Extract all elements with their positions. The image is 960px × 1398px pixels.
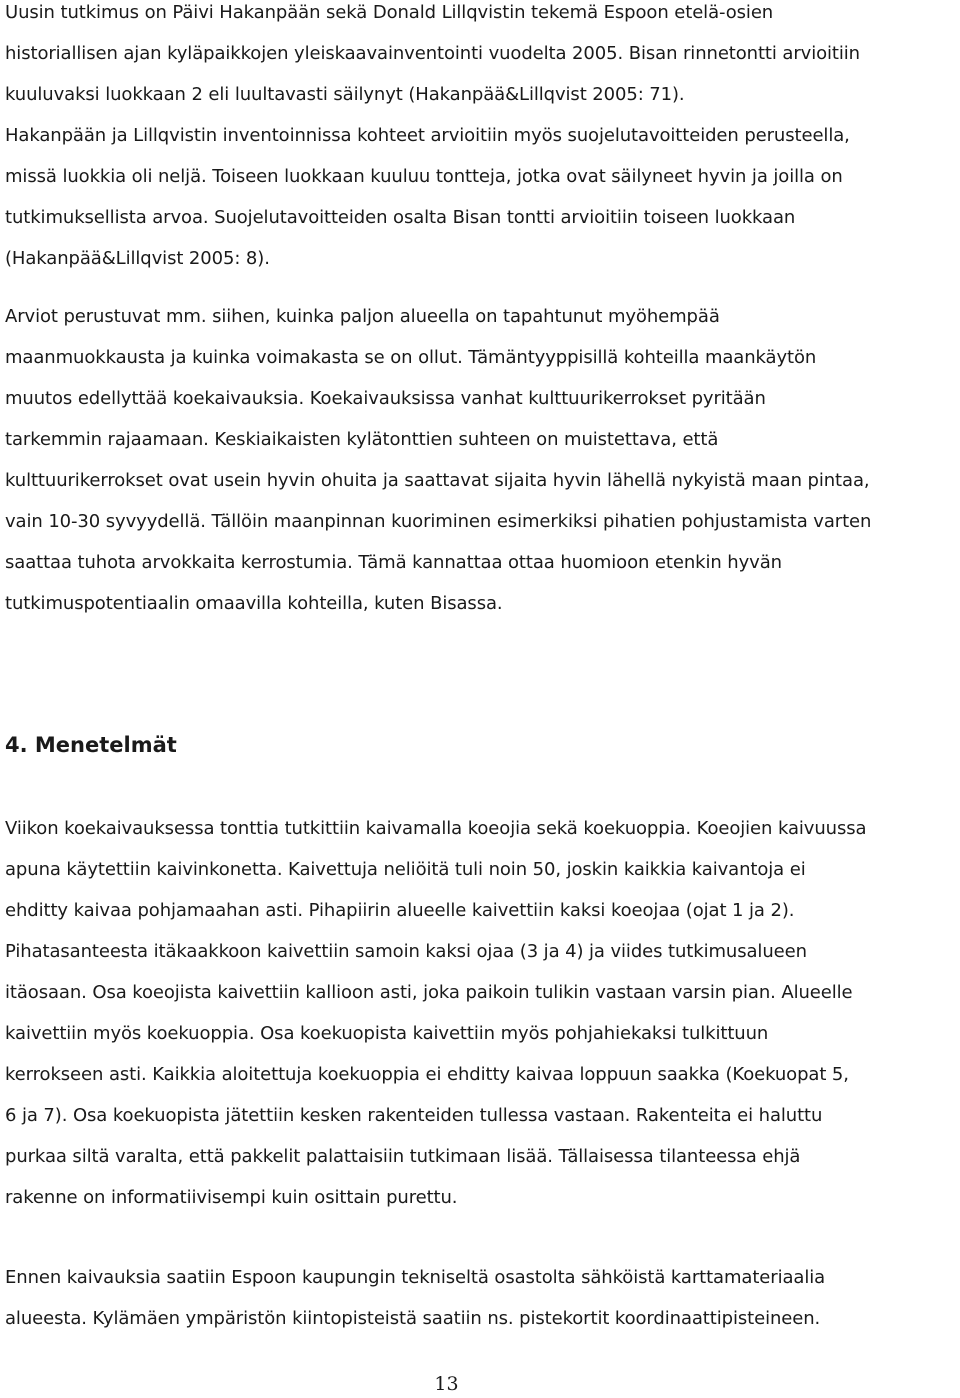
paragraph-line: tutkimuspotentiaalin omaavilla kohteilla, kuten Bisassa.: [5, 593, 503, 614]
paragraph-line: tarkemmin rajaamaan. Keskiaikaisten kylätonttien suhteen on muistettava, että: [5, 429, 719, 450]
paragraph-line: kuuluvaksi luokkaan 2 eli luultavasti säilynyt (Hakanpää&Lillqvist 2005: 71).: [5, 84, 685, 105]
paragraph-line: maanmuokkausta ja kuinka voimakasta se on ollut. Tämäntyyppisillä kohteilla maankäytön: [5, 347, 817, 368]
paragraph-line: 6 ja 7). Osa koekuopista jätettiin kesken rakenteiden tullessa vastaan. Rakenteita ei haluttu: [5, 1105, 823, 1126]
paragraph-line: apuna käytettiin kaivinkonetta. Kaivettuja neliöitä tuli noin 50, joskin kaikkia kaivantoja ei: [5, 859, 806, 880]
paragraph-line: rakenne on informatiivisempi kuin osittain purettu.: [5, 1187, 458, 1208]
paragraph-line: ehditty kaivaa pohjamaahan asti. Pihapiirin alueelle kaivettiin kaksi koeojaa (ojat 1 ja 2).: [5, 900, 795, 921]
paragraph-line: saattaa tuhota arvokkaita kerrostumia. Tämä kannattaa ottaa huomioon etenkin hyvän: [5, 552, 782, 573]
paragraph-line: Arviot perustuvat mm. siihen, kuinka paljon alueella on tapahtunut myöhempää: [5, 306, 720, 327]
paragraph-line: missä luokkia oli neljä. Toiseen luokkaan kuuluu tontteja, jotka ovat säilyneet hyvin ja joilla on: [5, 166, 843, 187]
page-number: 13: [434, 1373, 459, 1395]
paragraph-line: Viikon koekaivauksessa tonttia tutkittiin kaivamalla koeojia sekä koekuoppia. Koeojien kaivuussa: [5, 818, 867, 839]
section-heading-text: 4. Menetelmät: [5, 733, 177, 757]
paragraph-line: Uusin tutkimus on Päivi Hakanpään sekä Donald Lillqvistin tekemä Espoon etelä-osien: [5, 2, 774, 23]
paragraph-previous-research: [5, 0, 960, 279]
paragraph-line: kerrokseen asti. Kaikkia aloitettuja koekuoppia ei ehditty kaivaa loppuun saakka (Koekuopat 5,: [5, 1064, 849, 1085]
paragraph-line: kulttuurikerrokset ovat usein hyvin ohuita ja saattavat sijaita hyvin lähellä nykyistä maan pintaa,: [5, 470, 870, 491]
paragraph-assessment: [5, 296, 960, 624]
section-heading: [5, 725, 960, 766]
paragraph-map-material: [5, 1257, 960, 1339]
paragraph-line: vain 10-30 syvyydellä. Tällöin maanpinnan kuoriminen esimerkiksi pihatien pohjustamista varten: [5, 511, 872, 532]
paragraph-line: (Hakanpää&Lillqvist 2005: 8).: [5, 248, 270, 269]
paragraph-line: tutkimuksellista arvoa. Suojelutavoitteiden osalta Bisan tontti arvioitiin toiseen luokkaan: [5, 207, 796, 228]
paragraph-line: Pihatasanteesta itäkaakkoon kaivettiin samoin kaksi ojaa (3 ja 4) ja viides tutkimusalueen: [5, 941, 807, 962]
paragraph-line: purkaa siltä varalta, että pakkelit palattaisiin tutkimaan lisää. Tällaisessa tilanteessa ehjä: [5, 1146, 801, 1167]
paragraph-line: historiallisen ajan kyläpaikkojen yleiskaavainventointi vuodelta 2005. Bisan rinnetontti arvioitiin: [5, 43, 860, 64]
paragraph-line: kaivettiin myös koekuoppia. Osa koekuopista kaivettiin myös pohjahiekaksi tulkittuun: [5, 1023, 769, 1044]
paragraph-line: muutos edellyttää koekaivauksia. Koekaivauksissa vanhat kulttuurikerrokset pyritään: [5, 388, 766, 409]
paragraph-line: Hakanpään ja Lillqvistin inventoinnissa kohteet arvioitiin myös suojelutavoitteiden perusteella,: [5, 125, 850, 146]
paragraph-line: alueesta. Kylämäen ympäristön kiintopisteistä saatiin ns. pistekortit koordinaattipisteineen.: [5, 1308, 821, 1329]
paragraph-methods: [5, 808, 960, 1218]
paragraph-line: Ennen kaivauksia saatiin Espoon kaupungin tekniseltä osastolta sähköistä karttamateriaalia: [5, 1267, 826, 1288]
paragraph-line: itäosaan. Osa koeojista kaivettiin kallioon asti, joka paikoin tulikin vastaan varsin pian. Alueelle: [5, 982, 853, 1003]
